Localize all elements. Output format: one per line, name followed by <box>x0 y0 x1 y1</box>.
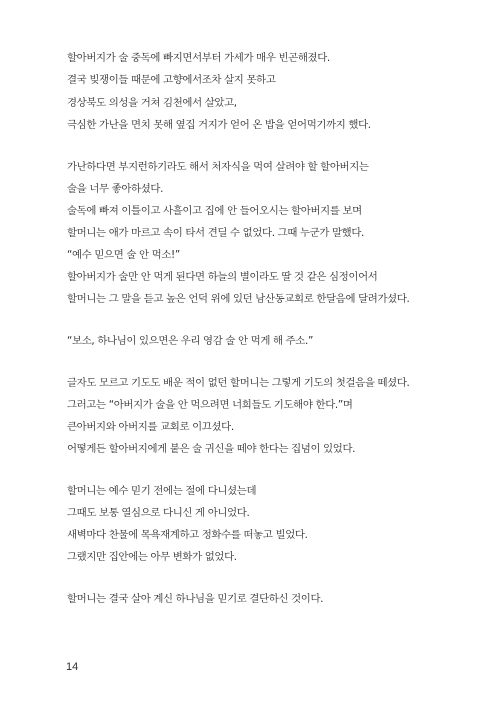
text-line: 그러고는 “아버지가 술을 안 먹으려면 너희들도 기도해야 한다.”며 <box>67 399 353 411</box>
text-line: 그랬지만 집안에는 아무 변화가 없었다. <box>67 551 237 563</box>
text-line: 경상북도 의성을 거쳐 김천에서 살았고, <box>67 97 237 109</box>
text-line: 극심한 가난을 면치 못해 옆집 거지가 얻어 온 밥을 얻어먹기까지 했다. <box>67 119 371 131</box>
text-line: 할머니는 예수 믿기 전에는 절에 다니셨는데 <box>67 485 257 497</box>
text-line: 할머니는 그 말을 듣고 높은 언덕 위에 있던 남산동교회로 한달음에 달려가셨다. <box>67 293 410 305</box>
text-line: 큰아버지와 아버지를 교회로 이끄셨다. <box>67 421 234 433</box>
text-line: 가난하다면 부지런하기라도 해서 처자식을 먹여 살려야 할 할아버지는 <box>67 161 369 173</box>
text-line: 글자도 모르고 기도도 배운 적이 없던 할머니는 그렇게 기도의 첫걸음을 떼셨다. <box>67 377 410 389</box>
page-number: 14 <box>66 661 79 673</box>
text-line: 새벽마다 찬물에 목욕재계하고 정화수를 떠놓고 빌었다. <box>67 529 308 541</box>
text-line: 결국 빚쟁이들 때문에 고향에서조차 살지 못하고 <box>67 74 276 86</box>
text-line: 할머니는 결국 살아 계신 하나님을 믿기로 결단하신 것이다. <box>67 593 324 605</box>
text-line: 그때도 보통 열심으로 다니신 게 아니었다. <box>67 507 250 519</box>
text-line: “보소, 하나님이 있으면은 우리 영감 술 안 먹게 해 주소.” <box>67 335 313 347</box>
text-line: “예수 믿으면 술 안 먹소!” <box>67 249 180 261</box>
text-line: 할아버지가 술만 안 먹게 된다면 하늘의 별이라도 딸 것 같은 심정이어서 <box>67 271 378 283</box>
text-line: 할아버지가 술 중독에 빠지면서부터 가세가 매우 빈곤해졌다. <box>67 52 330 64</box>
text-line: 술독에 빠져 이틀이고 사흘이고 집에 안 들어오시는 할아버지를 보며 <box>67 205 362 217</box>
text-line: 어떻게든 할아버지에게 붙은 술 귀신을 떼야 한다는 집념이 있었다. <box>67 443 356 455</box>
text-line: 할머니는 애가 마르고 속이 타서 견딜 수 없었다. 그때 누군가 말했다. <box>67 227 364 239</box>
text-line: 술을 너무 좋아하셨다. <box>67 183 164 195</box>
